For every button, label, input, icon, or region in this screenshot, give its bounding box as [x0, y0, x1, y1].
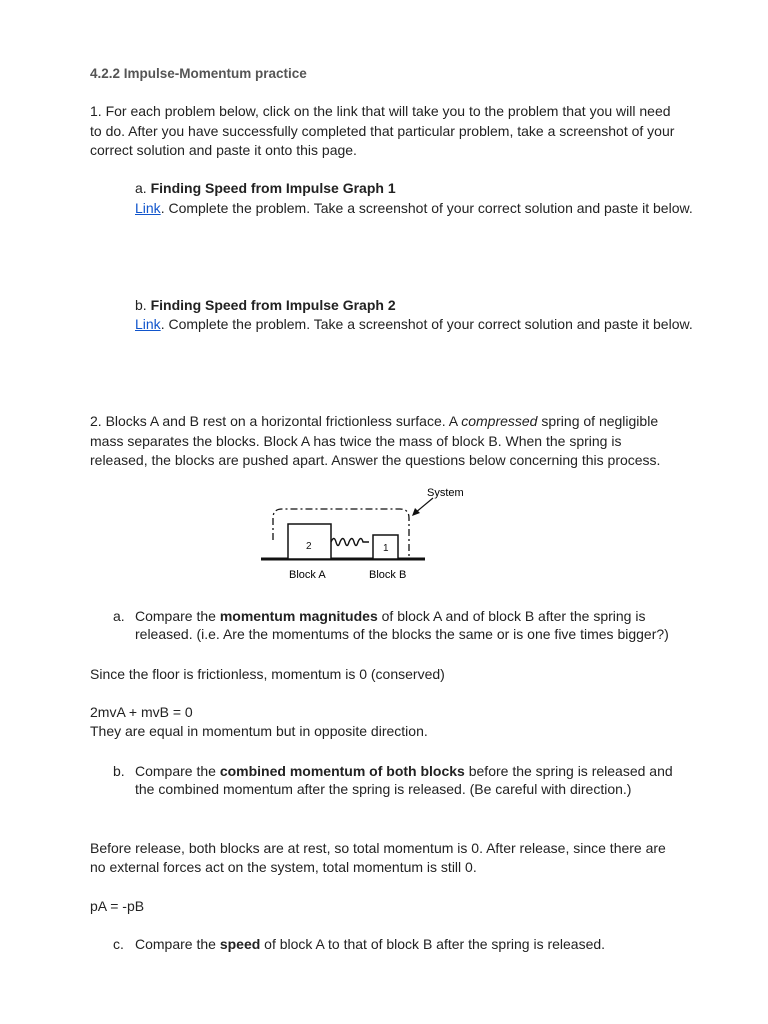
- qc-bold: speed: [219, 936, 261, 952]
- q2-text-line-2: mass separates the blocks. Block A has twice the mass of block B. When the spring is: [90, 433, 622, 449]
- system-label: System: [427, 487, 464, 499]
- q1-text-line-1: 1. For each problem below, click on the link that will take you to the problem that you will need: [90, 103, 671, 119]
- q2-line1-pre: 2. Blocks A and B rest on a horizontal frictionless surface. A: [90, 413, 462, 429]
- qc-line-1: [135, 935, 605, 955]
- qa-post: of block A and of block B after the spring is: [377, 608, 646, 624]
- spring: [331, 539, 369, 546]
- q1a-instruction: [135, 199, 693, 219]
- q1b-instruction: [135, 315, 693, 335]
- qb-pre: Compare the: [135, 763, 220, 779]
- q1b-link[interactable]: Link: [135, 316, 161, 332]
- qc-pre: Compare the: [135, 936, 220, 952]
- blocks-spring-figure: [255, 480, 475, 585]
- q1b-heading: [135, 296, 396, 316]
- page-title: 4.2.2 Impulse-Momentum practice: [90, 66, 307, 81]
- qa-answer-line-1: Since the floor is frictionless, momentum is 0 (conserved): [90, 666, 445, 682]
- qa-marker: a.: [113, 608, 125, 624]
- qa-bold: momentum magnitudes: [219, 608, 378, 624]
- block-a-number: 2: [306, 541, 312, 552]
- qa-pre: Compare the: [135, 608, 220, 624]
- qa-answer-line-3: They are equal in momentum but in opposite direction.: [90, 723, 428, 739]
- qb-answer-line-3: pA = -pB: [90, 898, 145, 914]
- qa-line-2: released. (i.e. Are the momentums of the blocks the same or is one five times bigger?): [135, 626, 669, 642]
- q2-text-line-1: [90, 412, 658, 432]
- qb-bold: combined momentum of both blocks: [219, 763, 465, 779]
- q1b-prefix: b.: [135, 297, 151, 313]
- block-b-label: Block B: [369, 569, 407, 581]
- q1-text-line-3: correct solution and paste it onto this page.: [90, 142, 357, 158]
- q1-text-line-2: to do. After you have successfully completed that particular problem, take a screenshot of your: [90, 123, 675, 139]
- block-a-label: Block A: [289, 569, 326, 581]
- q1b-instruction-text: . Complete the problem. Take a screenshot of your correct solution and paste it below.: [160, 316, 693, 332]
- q2-line1-italic: compressed: [461, 413, 538, 429]
- block-b-number: 1: [383, 543, 389, 554]
- qb-post: before the spring is released and: [464, 763, 673, 779]
- q1a-prefix: a.: [135, 180, 151, 196]
- q1a-link[interactable]: Link: [135, 200, 161, 216]
- q1a-heading: [135, 179, 396, 199]
- q1a-instruction-text: . Complete the problem. Take a screenshot of your correct solution and paste it below.: [160, 200, 693, 216]
- qb-marker: b.: [113, 763, 125, 779]
- qb-answer-line-2: no external forces act on the system, total momentum is still 0.: [90, 859, 477, 875]
- qc-post: of block A to that of block B after the spring is released.: [260, 936, 606, 952]
- q1b-heading-text: Finding Speed from Impulse Graph 2: [150, 297, 396, 313]
- q2-line1-post: spring of negligible: [537, 413, 659, 429]
- qa-answer-line-2: 2mvA + mvB = 0: [90, 704, 193, 720]
- qa-line-1: [135, 607, 645, 627]
- q2-text-line-3: released, the blocks are pushed apart. Answer the questions below concerning this process.: [90, 452, 661, 468]
- q1a-heading-text: Finding Speed from Impulse Graph 1: [150, 180, 396, 196]
- qc-marker: c.: [113, 936, 124, 952]
- qb-line-1: [135, 762, 673, 782]
- qb-answer-line-1: Before release, both blocks are at rest, so total momentum is 0. After release, since there are: [90, 840, 666, 856]
- qb-line-2: the combined momentum after the spring is released. (Be careful with direction.): [135, 781, 632, 797]
